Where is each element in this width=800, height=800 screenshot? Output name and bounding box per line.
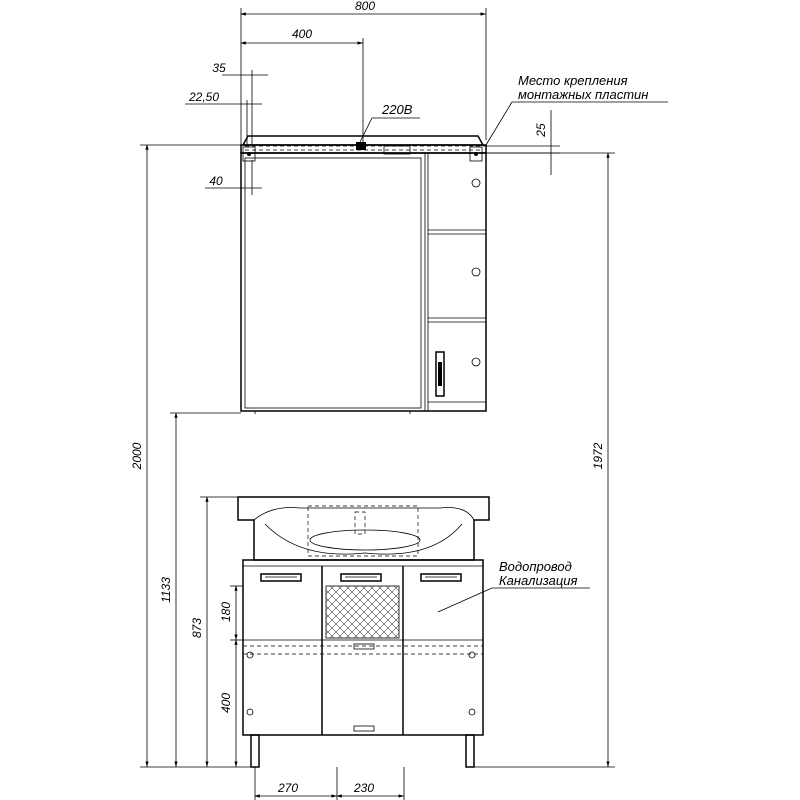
power-outlet-icon <box>356 142 366 150</box>
mounting-label-line2: монтажных пластин <box>518 87 649 102</box>
dim-bottom-270: 270 <box>277 781 299 795</box>
plumbing-label-line2: Канализация <box>499 573 578 588</box>
dim-vanity-height: 873 <box>190 617 204 639</box>
dim-offset-22-50: 22,50 <box>188 90 220 104</box>
dimension-lines <box>140 8 668 800</box>
leg-left <box>251 735 259 767</box>
dim-mirror-height: 1972 <box>591 442 605 470</box>
dim-drawer-180: 180 <box>219 601 233 623</box>
dim-vanity-total: 1133 <box>159 577 173 603</box>
drawer-handle-center-icon <box>341 574 381 581</box>
dim-overall-width: 800 <box>354 0 376 13</box>
dim-half-width: 400 <box>291 27 313 41</box>
dim-total-height: 2000 <box>130 442 144 470</box>
dim-offset-35: 35 <box>212 61 226 75</box>
drawer-handle-left-icon <box>261 574 301 581</box>
leg-right <box>466 735 474 767</box>
power-label: 220В <box>382 102 413 117</box>
dim-lower-400: 400 <box>219 692 233 714</box>
dim-offset-40: 40 <box>209 174 223 188</box>
drawer-handle-right-icon <box>421 574 461 581</box>
mirror-cabinet <box>241 136 486 414</box>
mesh-panel <box>326 586 399 638</box>
dim-top-25: 25 <box>534 123 548 137</box>
mounting-label-line1: Место крепления <box>518 73 628 88</box>
vanity-unit <box>238 497 489 767</box>
dimension-labels <box>130 0 605 795</box>
plumbing-label-line1: Водопровод <box>499 559 572 574</box>
dim-bottom-230: 230 <box>353 781 375 795</box>
